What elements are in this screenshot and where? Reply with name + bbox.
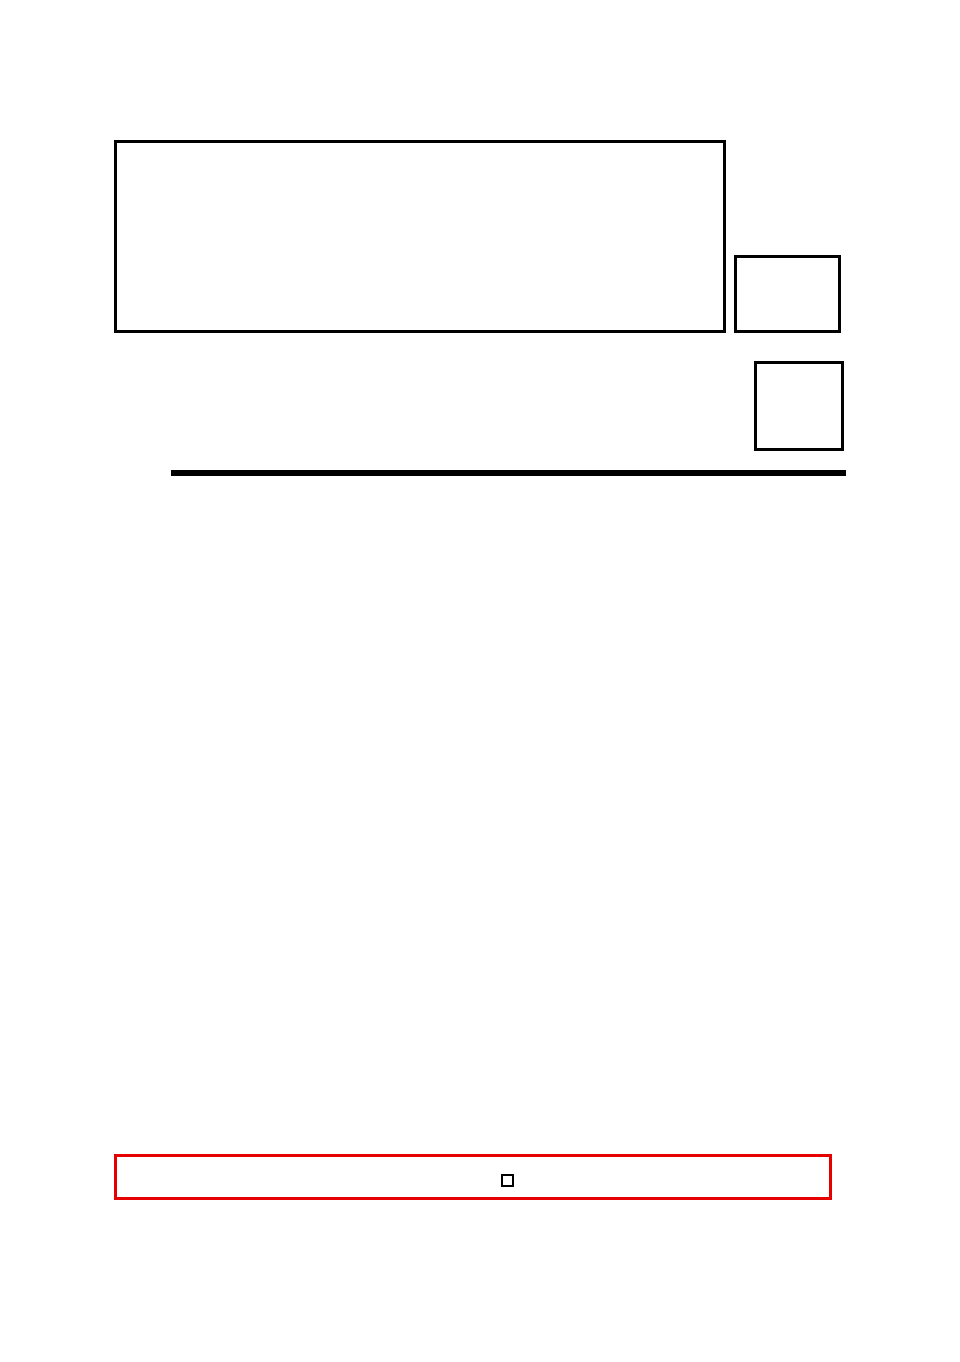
confirm-checkbox[interactable] <box>501 1174 514 1187</box>
confirm-row <box>127 1174 817 1187</box>
checklist <box>114 470 846 476</box>
qr-code-frame <box>754 361 844 451</box>
checklist-table <box>171 470 846 476</box>
applicant-form-table <box>114 140 726 333</box>
title-underline <box>114 120 840 125</box>
privacy-box <box>114 1154 832 1200</box>
qr-code-icon <box>765 372 833 440</box>
timing-table <box>734 255 841 333</box>
